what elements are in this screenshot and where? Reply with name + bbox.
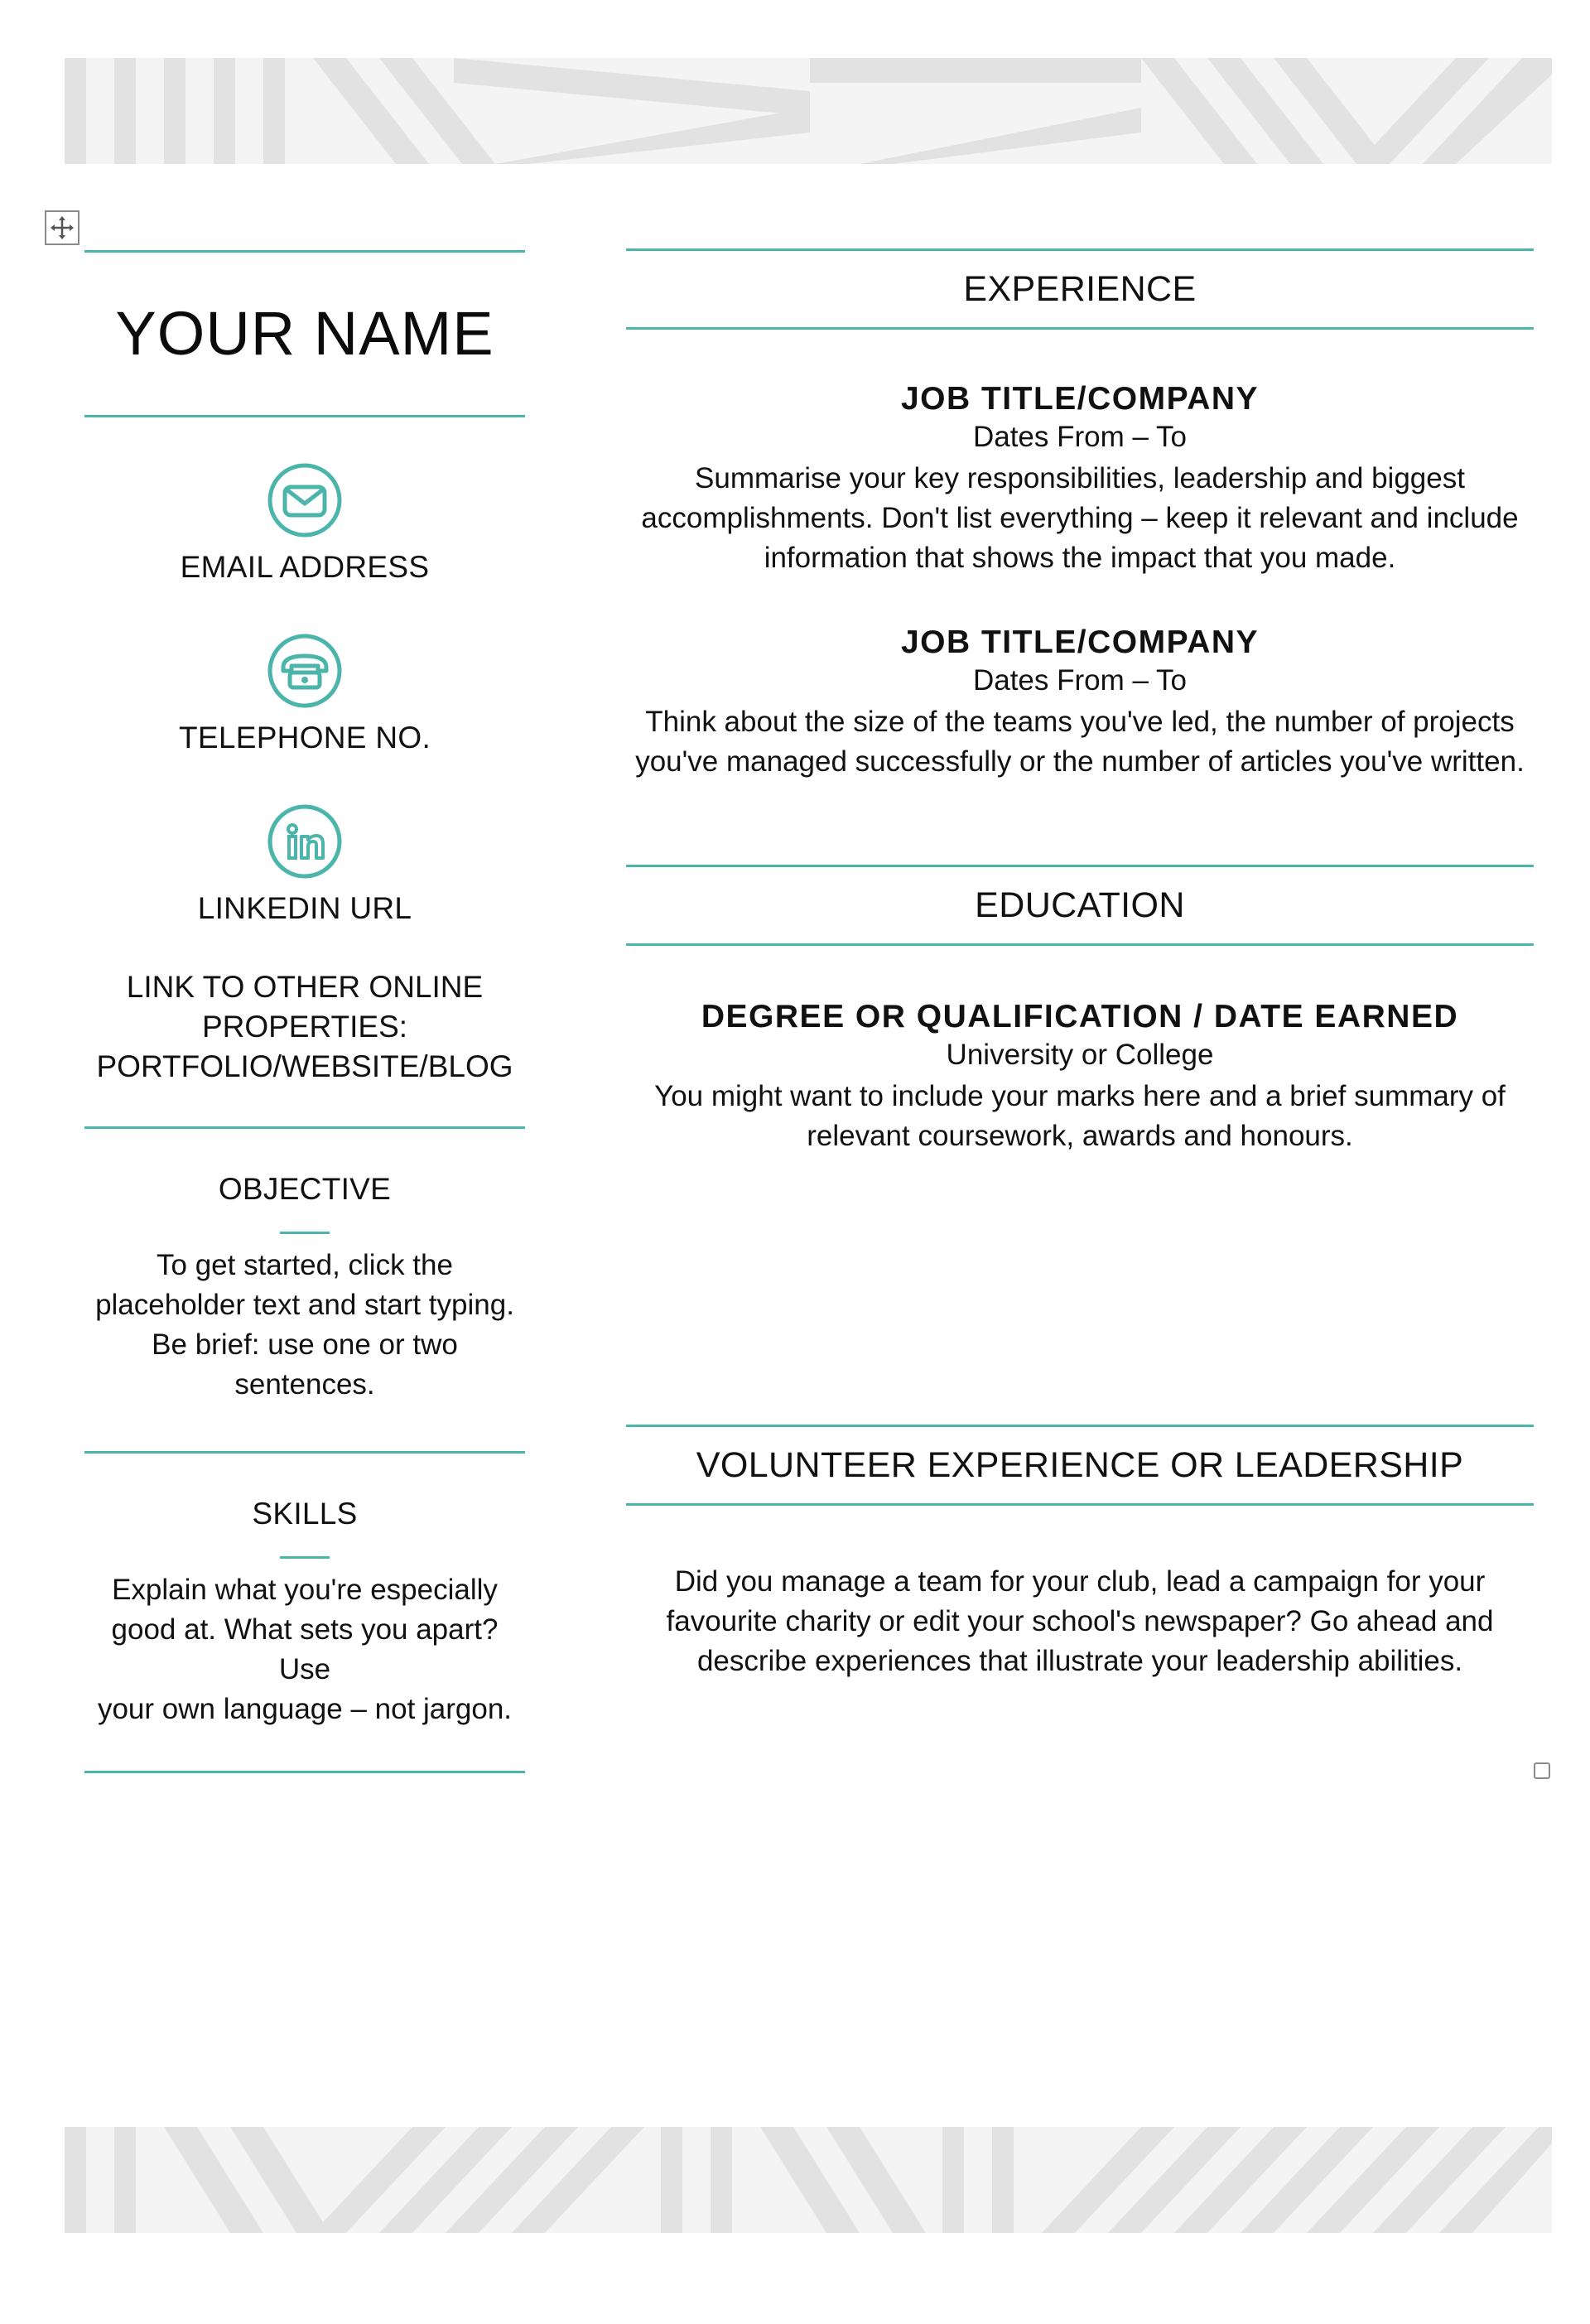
job-description[interactable] [626, 702, 1534, 782]
contact-email [84, 462, 525, 585]
job-description-line: you've managed successfully or the number of articles you've written. [635, 745, 1525, 778]
main-column [626, 248, 1534, 1681]
objective-line: To get started, click the [157, 1249, 453, 1281]
divider [84, 415, 525, 417]
objective-text[interactable] [84, 1246, 525, 1405]
skills-line: Explain what you're especially [112, 1574, 498, 1606]
job-description-line: Summarise your key responsibilities, leadership and biggest [695, 462, 1465, 494]
skills-line: your own language – not jargon. [97, 1693, 513, 1725]
header-stripe-pattern [65, 58, 1552, 164]
education-entry [626, 999, 1534, 1156]
divider [84, 1451, 525, 1454]
telephone-icon [267, 633, 343, 709]
objective-heading[interactable]: OBJECTIVE [218, 1172, 392, 1206]
email-icon [267, 462, 343, 538]
footer-stripe-pattern [65, 2127, 1552, 2233]
links-line: PORTFOLIO/WEBSITE/BLOG [96, 1049, 513, 1083]
divider [626, 1503, 1534, 1506]
job-description-line: Think about the size of the teams you've led, the number of projects [645, 706, 1515, 738]
linkedin-url-text[interactable]: LINKEDIN URL [197, 891, 412, 925]
volunteer-description-line: Did you manage a team for your club, lead a campaign for your [674, 1565, 1486, 1598]
resize-square-icon[interactable] [1534, 1762, 1550, 1779]
job-description-line: information that shows the impact that you made. [764, 542, 1396, 574]
short-divider [280, 1556, 330, 1559]
volunteer-description-line: describe experiences that illustrate your leadership abilities. [696, 1645, 1463, 1677]
table-move-handle[interactable] [45, 210, 80, 245]
divider [84, 1126, 525, 1129]
education-description[interactable] [626, 1077, 1534, 1156]
links-line: PROPERTIES: [201, 1010, 408, 1044]
sidebar-column [84, 250, 525, 1773]
degree-title[interactable]: DEGREE OR QUALIFICATION / DATE EARNED [701, 999, 1459, 1034]
divider [626, 327, 1534, 330]
contact-linkedin [84, 803, 525, 926]
telephone-text[interactable]: TELEPHONE NO. [178, 721, 431, 755]
skills-line: good at. What sets you apart? Use [111, 1613, 499, 1685]
short-divider [280, 1232, 330, 1234]
job-description[interactable] [626, 459, 1534, 578]
online-properties-links[interactable] [84, 967, 525, 1087]
education-heading[interactable]: EDUCATION [975, 885, 1185, 925]
your-name-heading[interactable]: YOUR NAME [115, 299, 494, 368]
links-line: LINK TO OTHER ONLINE [126, 970, 484, 1004]
school-name[interactable]: University or College [946, 1039, 1214, 1071]
education-description-line: relevant coursework, awards and honours. [807, 1120, 1353, 1152]
divider [626, 943, 1534, 946]
linkedin-icon [267, 803, 343, 880]
job-dates[interactable]: Dates From – To [972, 664, 1188, 697]
footer-decorative-band [65, 2127, 1552, 2233]
volunteer-description-line: favourite charity or edit your school's newspaper? Go ahead and [666, 1605, 1494, 1637]
divider [84, 1771, 525, 1773]
job-entry [626, 381, 1534, 578]
experience-heading[interactable]: EXPERIENCE [963, 269, 1197, 309]
email-address-text[interactable]: EMAIL ADDRESS [180, 550, 430, 584]
objective-line: Be brief: use one or two [152, 1328, 458, 1361]
skills-heading[interactable]: SKILLS [252, 1497, 358, 1531]
volunteer-description[interactable] [626, 1562, 1534, 1681]
job-entry [626, 624, 1534, 782]
job-title[interactable]: JOB TITLE/COMPANY [900, 624, 1260, 660]
job-dates[interactable]: Dates From – To [972, 421, 1188, 453]
job-title[interactable]: JOB TITLE/COMPANY [900, 381, 1260, 417]
skills-text[interactable] [84, 1570, 525, 1729]
move-cross-icon [50, 215, 75, 240]
job-description-line: accomplishments. Don't list everything – keep it relevant and include [641, 502, 1519, 534]
objective-line: placeholder text and start typing. [95, 1289, 514, 1321]
header-decorative-band [65, 58, 1552, 164]
volunteer-heading[interactable]: VOLUNTEER EXPERIENCE OR LEADERSHIP [696, 1445, 1464, 1485]
contact-telephone [84, 633, 525, 755]
objective-line: sentences. [234, 1368, 375, 1401]
education-description-line: You might want to include your marks here and a brief summary of [654, 1080, 1506, 1112]
